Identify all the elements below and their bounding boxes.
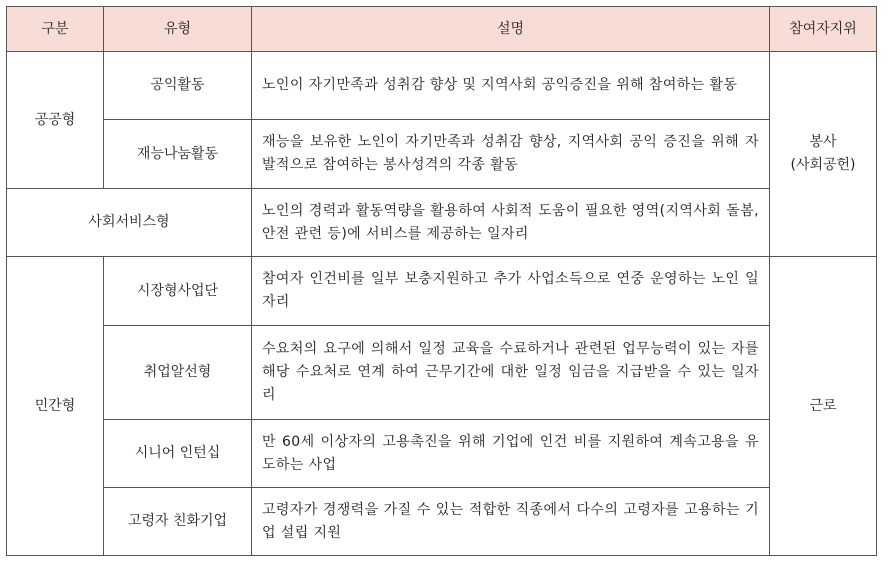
status-volunteer-sub: (사회공헌): [790, 157, 856, 173]
type-cell: 재능나눔활동: [104, 120, 252, 189]
description-cell: 노인의 경력과 활동역량을 활용하여 사회적 도움이 필요한 영역(지역사회 돌봄, 안전 관련 등)에 서비스를 제공하는 일자리: [252, 189, 770, 257]
description-cell: 참여자 인건비를 일부 보충지원하고 추가 사업소득으로 연중 운영하는 노인 일자리: [252, 257, 770, 326]
group-private: 민간형: [7, 257, 104, 556]
header-category: 구분: [7, 7, 104, 52]
status-volunteer-label: 봉사: [809, 134, 837, 150]
status-volunteer: [770, 52, 877, 257]
status-labor: 근로: [770, 257, 877, 556]
type-cell: 고령자 친화기업: [104, 488, 252, 556]
program-table: [6, 6, 877, 556]
description-cell: 수요처의 요구에 의해서 일정 교육을 수료하거나 관련된 업무능력이 있는 자를 해당 수요처로 연계 하여 근무기간에 대한 일정 임금을 지급받을 수 있는 일자리: [252, 326, 770, 420]
description-cell: 만 60세 이상자의 고용촉진을 위해 기업에 인건 비를 지원하여 계속고용을 유도하는 사업: [252, 420, 770, 488]
table-row: [7, 420, 877, 488]
group-social-service: 사회서비스형: [7, 189, 252, 257]
type-cell: 취업알선형: [104, 326, 252, 420]
description-cell: 고령자가 경쟁력을 가질 수 있는 적합한 직종에서 다수의 고령자를 고용하는 기업 설립 지원: [252, 488, 770, 556]
description-cell: 재능을 보유한 노인이 자기만족과 성취감 향상, 지역사회 공익 증진을 위해 자발적으로 참여하는 봉사성격의 각종 활동: [252, 120, 770, 189]
group-public: 공공형: [7, 52, 104, 189]
header-status: 참여자지위: [770, 7, 877, 52]
table-row: [7, 326, 877, 420]
description-cell: 노인이 자기만족과 성취감 향상 및 지역사회 공익증진을 위해 참여하는 활동: [252, 52, 770, 120]
header-row: [7, 7, 877, 52]
table-row: [7, 52, 877, 120]
table-row: [7, 189, 877, 257]
type-cell: 공익활동: [104, 52, 252, 120]
table-row: [7, 488, 877, 556]
table-row: [7, 257, 877, 326]
header-type: 유형: [104, 7, 252, 52]
type-cell: 시장형사업단: [104, 257, 252, 326]
table-row: [7, 120, 877, 189]
header-description: 설명: [252, 7, 770, 52]
type-cell: 시니어 인턴십: [104, 420, 252, 488]
